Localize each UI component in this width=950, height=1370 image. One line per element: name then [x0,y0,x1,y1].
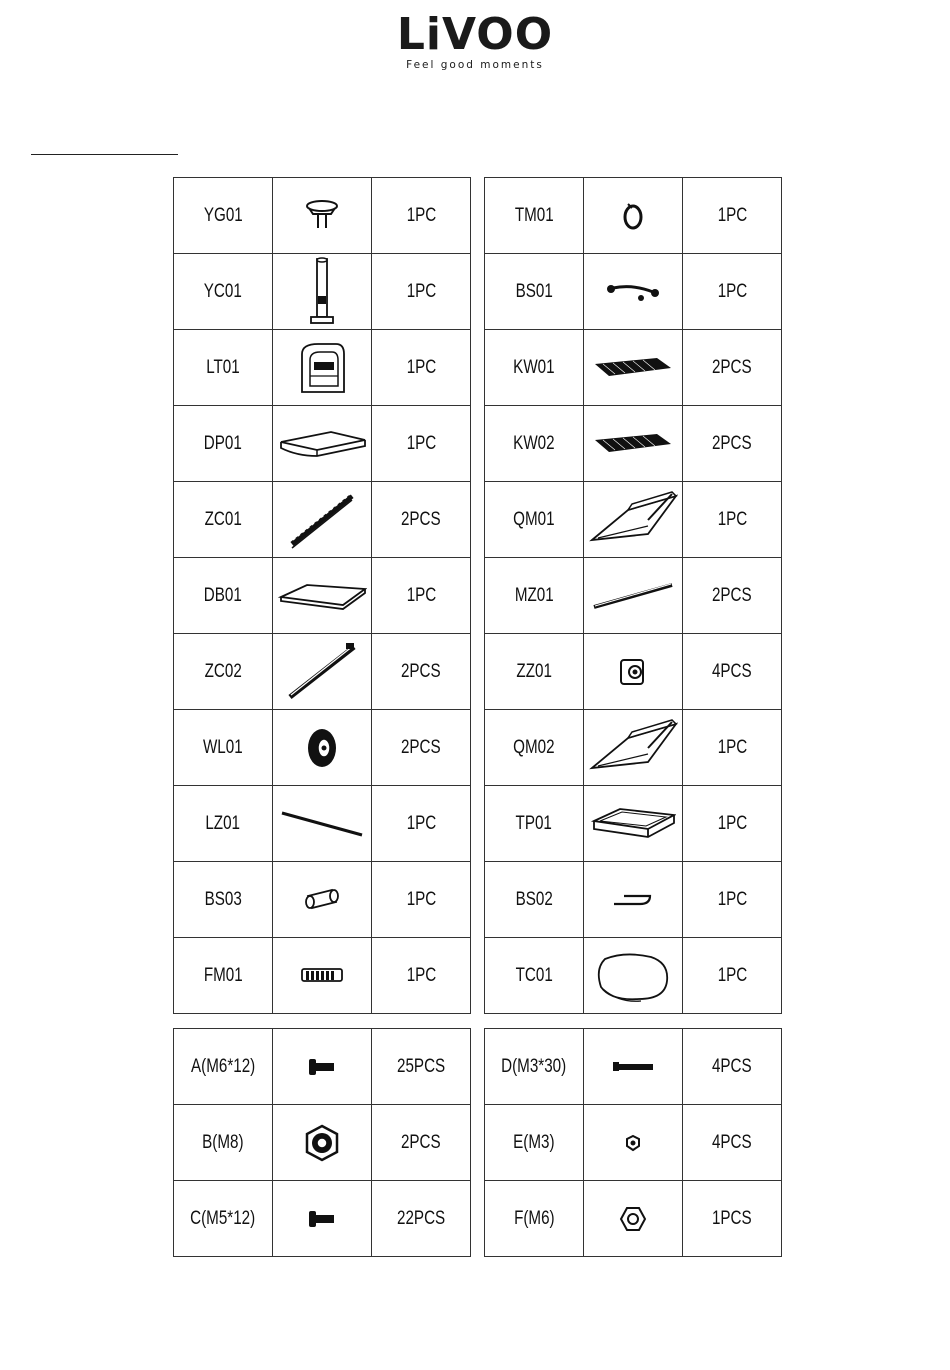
cover-plate-icon [584,938,683,1014]
vent-damper-icon [273,938,372,1014]
part-quantity-cell [372,710,471,786]
column-divider [471,1029,485,1105]
column-divider [471,254,485,330]
part-code: KW02 [513,432,555,454]
part-quantity-cell [372,1105,471,1181]
axle-icon [273,786,372,862]
part-code: D(M3*30) [501,1055,567,1077]
part-quantity: 1PC [717,812,747,834]
part-code-cell [174,938,273,1014]
part-code-cell [485,1105,584,1181]
hex-nut-icon [584,1181,683,1257]
part-quantity: 1PC [717,204,747,226]
part-code: E(M3) [513,1131,555,1153]
lock-nut-icon [273,1105,372,1181]
part-code-cell [485,634,584,710]
part-code: C(M5*12) [190,1207,256,1229]
part-code-cell [174,786,273,862]
part-quantity-cell [683,938,782,1014]
part-code-cell [485,938,584,1014]
part-code: LT01 [206,356,240,378]
bolt-icon [273,1181,372,1257]
part-quantity: 2PCS [712,584,752,606]
table-row [174,634,782,710]
part-code: A(M6*12) [190,1055,256,1077]
part-code-cell [174,558,273,634]
part-code-cell [485,482,584,558]
part-quantity: 4PCS [712,1055,752,1077]
column-divider [471,330,485,406]
ring-icon [584,178,683,254]
part-quantity-cell [372,254,471,330]
part-quantity: 1PC [406,356,436,378]
part-quantity-cell [372,558,471,634]
grill-grate-icon [584,406,683,482]
table-row [174,482,782,558]
part-code: B(M8) [202,1131,244,1153]
grill-grate-icon [584,330,683,406]
part-quantity: 4PCS [712,1131,752,1153]
knob-icon [273,178,372,254]
hook-handle-icon [584,862,683,938]
table-row [174,862,782,938]
part-code-cell [485,330,584,406]
part-code-cell [485,254,584,330]
part-code-cell [174,634,273,710]
part-code: ZC02 [204,660,242,682]
heading-underline [31,154,178,155]
part-quantity-cell [372,178,471,254]
part-code: MZ01 [514,584,554,606]
column-divider [471,406,485,482]
part-code: TP01 [515,812,553,834]
table-row [174,710,782,786]
part-code: QM02 [513,736,555,758]
part-code-cell [174,178,273,254]
part-quantity-cell [683,330,782,406]
part-quantity-cell [683,254,782,330]
part-code-cell [174,1181,273,1257]
column-divider [471,634,485,710]
part-code: F(M6) [513,1207,555,1229]
part-quantity-cell [683,1029,782,1105]
part-quantity: 1PC [717,964,747,986]
cylinder-handle-icon [273,862,372,938]
support-bar-icon [273,482,372,558]
part-code-cell [174,862,273,938]
table-row [174,1181,782,1257]
part-quantity: 2PCS [401,736,441,758]
table-row [174,938,782,1014]
oven-body-icon [273,330,372,406]
part-quantity: 2PCS [712,356,752,378]
tray-icon [584,786,683,862]
part-quantity-cell [372,1029,471,1105]
leg-tube-icon [273,634,372,710]
long-screw-icon [584,1029,683,1105]
part-quantity: 2PCS [712,432,752,454]
part-quantity-cell [372,634,471,710]
bolt-icon [273,1029,372,1105]
part-quantity-cell [683,710,782,786]
part-code-cell [174,254,273,330]
part-quantity: 2PCS [401,508,441,530]
part-code: DB01 [203,584,243,606]
column-divider [471,786,485,862]
column-divider [471,1181,485,1257]
part-code-cell [485,558,584,634]
column-divider [471,710,485,786]
part-quantity-cell [372,406,471,482]
table-row [174,330,782,406]
part-quantity-cell [372,482,471,558]
column-divider [471,558,485,634]
part-quantity: 1PC [717,888,747,910]
part-quantity: 1PC [717,280,747,302]
part-code-cell [174,1029,273,1105]
column-divider [471,482,485,558]
part-quantity-cell [372,862,471,938]
chimney-pipe-icon [273,254,372,330]
table-row [174,254,782,330]
part-code-cell [174,406,273,482]
part-quantity: 1PC [406,812,436,834]
part-quantity: 1PC [717,508,747,530]
part-code-cell [174,330,273,406]
part-code-cell [485,406,584,482]
base-plate-icon [273,406,372,482]
part-code-cell [485,862,584,938]
brand-logo [0,8,950,71]
rod-icon [584,558,683,634]
part-code-cell [485,1029,584,1105]
part-quantity: 1PC [717,736,747,758]
part-code-cell [485,178,584,254]
part-quantity: 1PC [406,888,436,910]
part-quantity: 1PC [406,432,436,454]
part-quantity: 25PCS [396,1055,446,1077]
column-divider [471,938,485,1014]
part-code: YG01 [203,204,243,226]
part-code: ZC01 [204,508,242,530]
part-code: YC01 [203,280,243,302]
table-row [174,1105,782,1181]
part-code: LZ01 [205,812,241,834]
part-quantity: 4PCS [712,660,752,682]
brand-tagline: Feel good moments [406,59,544,71]
column-divider [471,862,485,938]
part-quantity-cell [683,862,782,938]
table-row [174,786,782,862]
part-quantity: 22PCS [396,1207,446,1229]
part-code: BS02 [515,888,553,910]
parts-list-table [173,177,782,1014]
table-row [174,178,782,254]
part-code: DP01 [203,432,243,454]
part-quantity: 1PCS [712,1207,752,1229]
column-divider [471,178,485,254]
part-quantity-cell [683,178,782,254]
part-quantity-cell [683,558,782,634]
part-code-cell [174,1105,273,1181]
part-code: TM01 [514,204,554,226]
part-quantity-cell [372,1181,471,1257]
part-code: BS03 [204,888,242,910]
part-quantity-cell [683,634,782,710]
table-row [174,558,782,634]
side-shelf-icon [584,710,683,786]
part-code-cell [485,1181,584,1257]
column-divider [471,1105,485,1181]
side-shelf-icon [584,482,683,558]
part-code-cell [485,710,584,786]
part-quantity-cell [372,330,471,406]
part-quantity-cell [683,406,782,482]
table-row [174,406,782,482]
wheel-icon [273,710,372,786]
part-quantity: 1PC [406,584,436,606]
part-code: ZZ01 [516,660,552,682]
part-code: WL01 [203,736,243,758]
part-quantity: 1PC [406,280,436,302]
part-code: FM01 [203,964,243,986]
part-quantity: 2PCS [401,660,441,682]
handle-bar-icon [584,254,683,330]
part-quantity: 1PC [406,964,436,986]
hardware-list-table [173,1028,782,1257]
part-code: QM01 [513,508,555,530]
part-quantity: 1PC [406,204,436,226]
part-code: TC01 [515,964,553,986]
bottom-shelf-icon [273,558,372,634]
part-quantity-cell [372,938,471,1014]
part-quantity-cell [683,482,782,558]
part-quantity: 2PCS [401,1131,441,1153]
table-row [174,1029,782,1105]
part-quantity-cell [683,786,782,862]
part-code-cell [485,786,584,862]
brand-name: LiVOO [396,9,554,60]
part-code: KW01 [513,356,555,378]
part-code-cell [174,710,273,786]
part-quantity-cell [372,786,471,862]
bracket-icon [584,634,683,710]
part-code-cell [174,482,273,558]
part-code: BS01 [515,280,553,302]
part-quantity-cell [683,1181,782,1257]
small-nut-icon [584,1105,683,1181]
part-quantity-cell [683,1105,782,1181]
